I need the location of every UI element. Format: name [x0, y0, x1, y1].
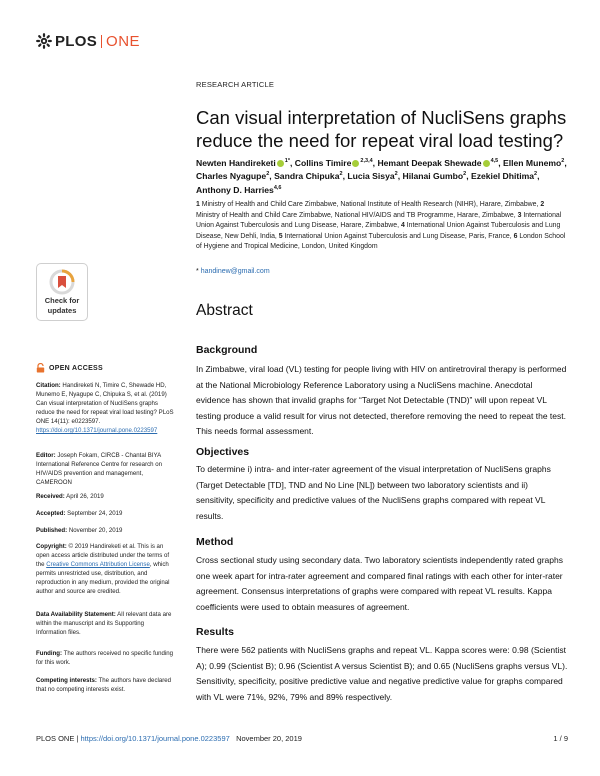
funding-text: The authors received no specific funding for this work. [36, 650, 174, 666]
editor-text: Joseph Fokam, CIRCB - Chantal BIYA International Reference Centre for research on HIV/AIDS prevention and management, CAMEROON [36, 452, 163, 486]
affiliations [196, 200, 568, 253]
citation-block [36, 381, 176, 435]
author-affiliation-sup: 2 [266, 171, 270, 178]
author [196, 158, 290, 168]
author-affiliation-sup: 1 [284, 158, 288, 164]
author-affiliation-sup: 2 [339, 171, 343, 178]
accepted-block [36, 509, 176, 518]
check-updates-line2: updates [47, 306, 77, 315]
orcid-icon[interactable] [352, 160, 359, 167]
editor-label: Editor: [36, 452, 56, 459]
received-label: Received: [36, 493, 65, 500]
article-title: Can visual interpretation of NucliSens graphs reduce the need for repeat viral load testing? [196, 107, 567, 151]
author-name: Hemant Deepak Shewade [377, 157, 482, 168]
footer-left [36, 734, 302, 743]
affiliation-text: Ministry of Health and Child Care Zimbabwe, National HIV/AIDS and TB Programme, Harare, Zimbabwe, [196, 211, 516, 219]
open-access-label: OPEN ACCESS [49, 364, 103, 372]
affiliation-text: London School of Hygiene and Tropical Medicine, London, United Kingdom [196, 232, 566, 250]
corresponding-email-link[interactable]: handinew@gmail.com [200, 268, 270, 275]
author-name: Ezekiel Dhitima [470, 171, 535, 182]
footer-journal: PLOS ONE [36, 734, 75, 743]
author [402, 171, 466, 181]
author-affiliation-sup: 4,5 [490, 158, 499, 164]
abstract-heading: Abstract [196, 302, 253, 319]
journal-divider [101, 35, 102, 48]
method-heading: Method [196, 536, 234, 548]
copyright-block [36, 542, 176, 596]
received-date: April 26, 2019 [66, 493, 104, 500]
bookmark-ring-icon [49, 269, 75, 295]
author-name: Anthony D. Harries [196, 184, 274, 195]
footer-page-number: 1 / 9 [553, 734, 568, 743]
author-name: Ellen Munemo [503, 157, 562, 168]
results-heading: Results [196, 626, 234, 638]
funding-block [36, 649, 176, 667]
journal-name-right: ONE [106, 32, 141, 50]
author [295, 158, 373, 168]
footer-date: November 20, 2019 [236, 734, 302, 743]
corresponding-star: * [196, 268, 199, 275]
affiliation-number: 3 [517, 211, 522, 219]
open-lock-icon [36, 363, 45, 373]
author-affiliation-sup: 2 [394, 171, 398, 178]
results-text: There were 562 patients with NucliSens graphs and repeat VL. Kappa scores were: 0.98 (Scientist A); 0.99 (Scientist B); 0.96 (Scientist A versus Scientist B); and 0.65 (NucliSens graphs versus VL). Sensitivity, specificity, positive predictive value and negative predictive value for graphs compared with VL were 71%, 92%, 79% and 89% respectively. [196, 645, 568, 702]
orcid-icon[interactable] [483, 160, 490, 167]
journal-logo [36, 33, 140, 49]
author-affiliation-sup: 4,6 [273, 184, 282, 191]
affiliation-number: 4 [400, 222, 405, 229]
copyright-text-pre: © 2019 Handireketi et al. This is an open access article distributed under the terms of the [36, 543, 170, 568]
author [347, 171, 397, 181]
corresponding-email[interactable] [196, 268, 568, 275]
open-access [36, 363, 176, 373]
author-list: Newten Handireketi $^{1*}$, Collins Timire $^{2,3,4}$, Hemant Deepak Shewade $^{4,5}$, Ellen Munemo$^2$, Charles Nyagupe$^2$, Sandra Chipuka$^2$, Lucia Sisya$^2$, Hilanai Gumbo$^2$, Ezekiel Dhitima$^2$, Anthony D. Harries$^{4,6}$ [196, 157, 567, 195]
check-updates-line1: Check for [44, 296, 80, 305]
page-footer [36, 734, 568, 743]
objectives-text: To determine i) intra- and inter-rater agreement of the visual interpretation of NucliSens graphs (Target Detectable [TD], TND and No Line [NL]) between two laboratory scientists and ii) sensitivity, specificity and predictive values of the NucliSens graphs compared with repeat VL results. [196, 464, 551, 521]
background-heading: Background [196, 344, 258, 356]
received-block [36, 492, 176, 501]
author [274, 171, 343, 181]
data-availability-label: Data Availability Statement: [36, 611, 116, 618]
footer-doi-link[interactable]: https://doi.org/10.1371/journal.pone.0223597 [80, 734, 230, 743]
affiliation-text: International Union Against Tuberculosis and Lung Disease, New Dehli, India, [196, 222, 561, 240]
data-availability-text: All relevant data are within the manuscript and its Supporting Information files. [36, 611, 172, 636]
background-text: In Zimbabwe, viral load (VL) testing for people living with HIV on antiretroviral therapy is performed at the National Microbiology Reference Laboratory using a NucliSens machine. Anecdotal evidence has shown that invalid graphs for “Target Not Detectable (TND)” will upon repeat VL testing produce a valid result for virus not detected, therefore removing the need to repeat the test. This needs formal assessment. [196, 364, 567, 436]
author-name: Sandra Chipuka [274, 171, 340, 182]
published-label: Published: [36, 527, 68, 534]
copyright-label: Copyright: [36, 543, 67, 550]
journal-name-left: PLOS [55, 32, 98, 50]
author-name: Charles Nyagupe [196, 171, 267, 182]
license-link[interactable]: Creative Commons Attribution License [46, 561, 150, 568]
author-affiliation-sup: 2 [463, 171, 467, 178]
competing-label: Competing interests: [36, 677, 97, 684]
affiliation-number: 6 [513, 232, 518, 240]
author-affiliation-sup: 2,3,4 [360, 158, 373, 164]
check-for-updates-badge[interactable] [36, 263, 88, 321]
footer-separator: | [76, 734, 79, 743]
affiliation-number: 2 [540, 201, 545, 208]
author-affiliation-sup: 2 [561, 158, 565, 164]
author [503, 158, 564, 168]
affiliation-text: International Union Against Tuberculosis and Lung Disease, Harare, Zimbabwe, [196, 211, 562, 229]
article-type: RESEARCH ARTICLE [196, 80, 275, 89]
accepted-label: Accepted: [36, 510, 66, 517]
method-text: Cross sectional study using secondary data. Two laboratory scientists independently rated graphs one week apart for intra-rater agreement and compared final ratings with each other for inter-rater agreement. Consensus interpretations of graphs were compared with repeat VL results. Kappa coefficients were used to obtain measures of agreement. [196, 555, 563, 612]
author [377, 158, 498, 168]
author [196, 171, 269, 181]
data-availability-block [36, 610, 176, 637]
published-block [36, 526, 176, 535]
author-name: Lucia Sisya [347, 171, 395, 182]
plos-logo-icon [36, 33, 52, 49]
corresponding-mark: * [287, 158, 290, 164]
funding-label: Funding: [36, 650, 63, 657]
copyright-text-post: , which permits unrestricted use, distribution, and reproduction in any medium, provided the original author and source are credited. [36, 561, 170, 595]
published-date: November 20, 2019 [68, 527, 123, 534]
citation-text: Handireketi N, Timire C, Shewade HD, Munemo E, Nyagupe C, Chipuka S, et al. (2019) Can visual interpretation of NucliSens graphs reduce the need for repeat viral load testing? PLoS ONE 14(11): e0223597. [36, 382, 174, 425]
competing-interests-block [36, 676, 176, 694]
author-name: Collins Timire [294, 157, 352, 168]
affiliation-text: Ministry of Health and Child Care Zimbabwe, National Institute of Health Research (NIHR), Harare, Zimbabwe, [201, 201, 539, 208]
affiliation-number: 5 [278, 232, 283, 240]
affiliation-text: International Union Against Tuberculosis and Lung Disease, Paris, France, [284, 232, 512, 240]
affiliation-number: 1 [196, 201, 200, 208]
author [196, 185, 282, 195]
author [471, 171, 537, 181]
objectives-heading: Objectives [196, 446, 250, 458]
accepted-date: September 24, 2019 [67, 510, 123, 517]
author-affiliation-sup: 2 [534, 171, 538, 178]
author-name: Newten Handireketi [196, 157, 276, 168]
competing-text: The authors have declared that no competing interests exist. [36, 677, 172, 693]
citation-doi-link[interactable]: https://doi.org/10.1371/journal.pone.0223597 [36, 427, 158, 434]
editor-block [36, 451, 176, 487]
author-name: Hilanai Gumbo [402, 171, 464, 182]
citation-label: Citation: [36, 382, 61, 389]
orcid-icon[interactable] [277, 160, 284, 167]
